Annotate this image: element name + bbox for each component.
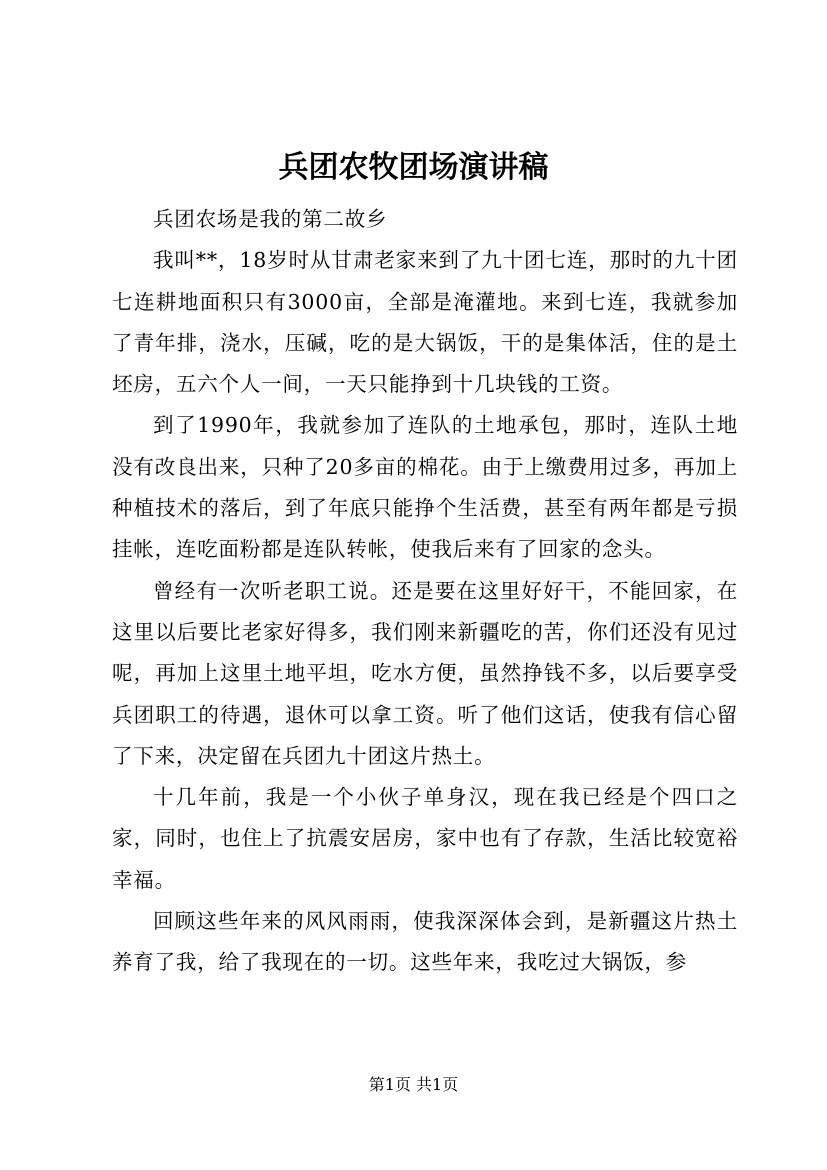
paragraph: 回顾这些年来的风风雨雨，使我深深体会到，是新疆这片热土养育了我，给了我现在的一切。这些年来，我吃过大锅饭，参	[112, 909, 738, 975]
paragraph: 十几年前，我是一个小伙子单身汉，现在我已经是个四口之家，同时，也住上了抗震安居房，家中也有了存款，生活比较宽裕幸福。	[112, 785, 738, 892]
document-body	[112, 199, 738, 984]
paragraph: 曾经有一次听老职工说。还是要在这里好好干，不能回家，在这里以后要比老家好得多，我们刚来新疆吃的苦，你们还没有见过呢，再加上这里土地平坦，吃水方便，虽然挣钱不多，以后要享受兵团职工的待遇，退休可以拿工资。听了他们这话，使我有信心留了下来，决定留在兵团九十团这片热土。	[112, 578, 738, 768]
paragraph: 我叫**，18岁时从甘肃老家来到了九十团七连，那时的九十团七连耕地面积只有3000亩，全部是淹灌地。来到七连，我就参加了青年排，浇水，压碱，吃的是大锅饭，干的是集体活，住的是土坯房，五六个人一间，一天只能挣到十几块钱的工资。	[112, 248, 738, 397]
paragraph: 到了1990年，我就参加了连队的土地承包，那时，连队土地没有改良出来，只种了20多亩的棉花。由于上缴费用过多，再加上种植技术的落后，到了年底只能挣个生活费，甚至有两年都是亏损挂帐，连吃面粉都是连队转帐，使我后来有了回家的念头。	[112, 413, 738, 562]
paragraph-subtitle: 兵团农场是我的第二故乡	[153, 207, 388, 231]
document-title: 兵团农牧团场演讲稿	[278, 150, 549, 185]
page-footer: 第1页 共1页	[368, 1075, 459, 1094]
